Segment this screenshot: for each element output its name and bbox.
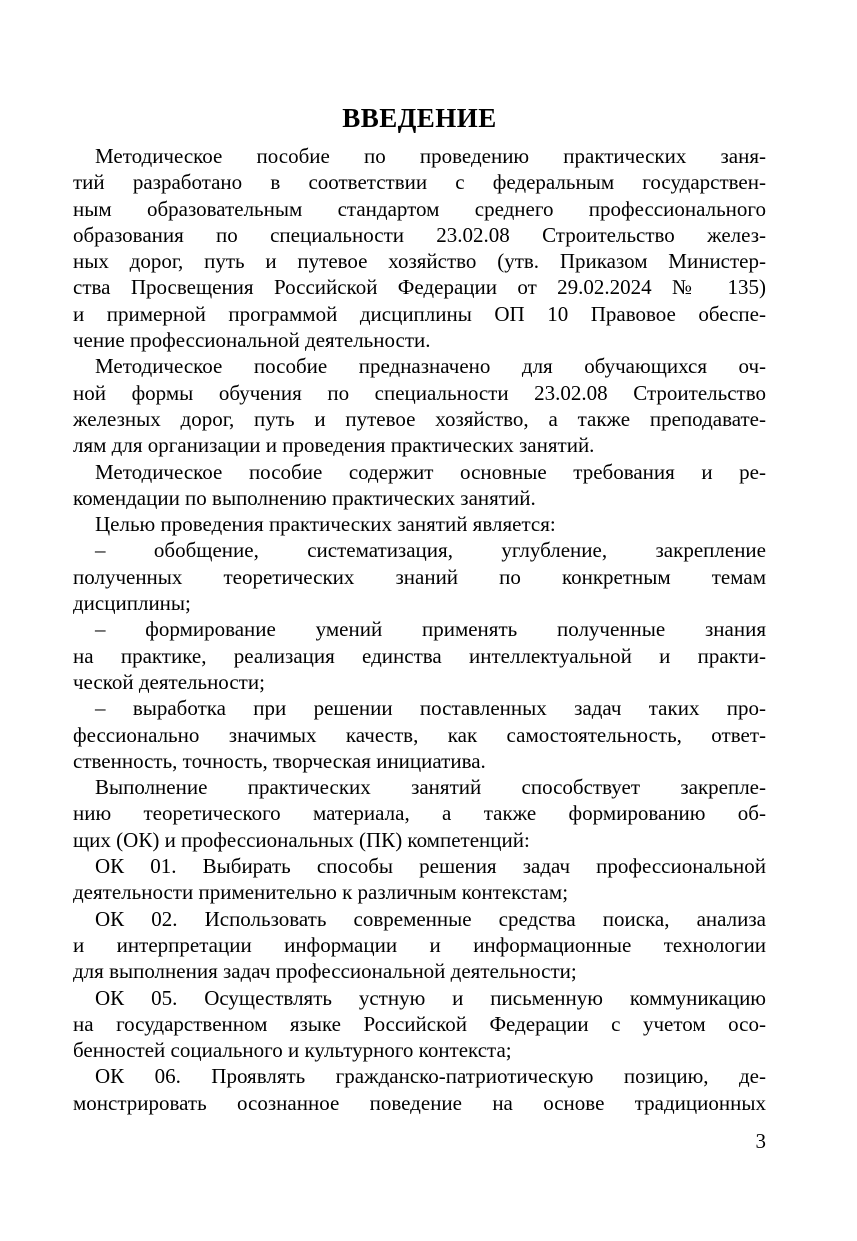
text-line: Выполнение практических занятий способствует закрепле- bbox=[95, 775, 766, 800]
text-line: Методическое пособие предназначено для обучающихся оч- bbox=[95, 354, 766, 379]
text-line: бенностей социального и культурного контекста; bbox=[73, 1038, 512, 1063]
text-line: монстрировать осознанное поведение на основе традиционных bbox=[73, 1090, 766, 1115]
text-line: ственность, точность, творческая инициатива. bbox=[73, 748, 486, 773]
text-line: и интерпретации информации и информационные технологии bbox=[73, 932, 766, 957]
text-line: ОК 02. Использовать современные средства поиска, анализа bbox=[95, 906, 766, 931]
text-line: Методическое пособие по проведению практических заня- bbox=[95, 144, 766, 168]
text-line: для выполнения задач профессиональной деятельности; bbox=[73, 959, 577, 984]
page-title: ВВЕДЕНИЕ bbox=[342, 103, 497, 133]
text-line: чение профессиональной деятельности. bbox=[73, 328, 431, 353]
text-line: ства Просвещения Российской Федерации от 29.02.2024 № 135) bbox=[73, 275, 766, 300]
body-text bbox=[73, 143, 766, 1116]
text-line: ным образовательным стандартом среднего профессионального bbox=[73, 196, 766, 221]
text-line: и примерной программой дисциплины ОП 10 Правовое обеспе- bbox=[73, 301, 766, 326]
text-line: лям для организации и проведения практических занятий. bbox=[73, 433, 595, 458]
text-line: – формирование умений применять полученные знания bbox=[95, 617, 766, 642]
text-line: комендации по выполнению практических занятий. bbox=[73, 485, 536, 510]
text-line: ных дорог, путь и путевое хозяйство (утв. Приказом Министер- bbox=[73, 249, 766, 274]
text-line: – выработка при решении поставленных задач таких про- bbox=[95, 696, 766, 721]
text-line: фессионально значимых качеств, как самостоятельность, ответ- bbox=[73, 722, 766, 747]
text-line: Целью проведения практических занятий является: bbox=[95, 512, 556, 537]
text-line: нию теоретического материала, а также формированию об- bbox=[73, 801, 766, 826]
text-line: ОК 05. Осуществлять устную и письменную коммуникацию bbox=[95, 985, 766, 1010]
text-line: полученных теоретических знаний по конкретным темам bbox=[73, 564, 766, 589]
text-line: железных дорог, путь и путевое хозяйство, а также преподавате- bbox=[73, 406, 766, 431]
text-line: ной формы обучения по специальности 23.02.08 Строительство bbox=[73, 380, 766, 405]
text-line: ческой деятельности; bbox=[73, 669, 265, 694]
text-line: на государственном языке Российской Федерации с учетом осо- bbox=[73, 1011, 766, 1036]
text-line: – обобщение, систематизация, углубление, закрепление bbox=[95, 538, 766, 563]
page-number: 3 bbox=[755, 1128, 766, 1153]
text-line: образования по специальности 23.02.08 Строительство желез- bbox=[73, 222, 766, 247]
text-line: Методическое пособие содержит основные требования и ре- bbox=[95, 459, 766, 484]
text-line: щих (ОК) и профессиональных (ПК) компетенций: bbox=[73, 827, 530, 852]
text-line: на практике, реализация единства интеллектуальной и практи- bbox=[73, 643, 766, 668]
text-line: ОК 01. Выбирать способы решения задач профессиональной bbox=[95, 854, 766, 879]
text-block bbox=[73, 0, 766, 1154]
text-line: дисциплины; bbox=[73, 591, 191, 616]
text-line: деятельности применительно к различным контекстам; bbox=[73, 880, 569, 905]
text-line: тий разработано в соответствии с федеральным государствен- bbox=[73, 170, 766, 195]
text-line: ОК 06. Проявлять гражданско-патриотическую позицию, де- bbox=[95, 1064, 766, 1089]
